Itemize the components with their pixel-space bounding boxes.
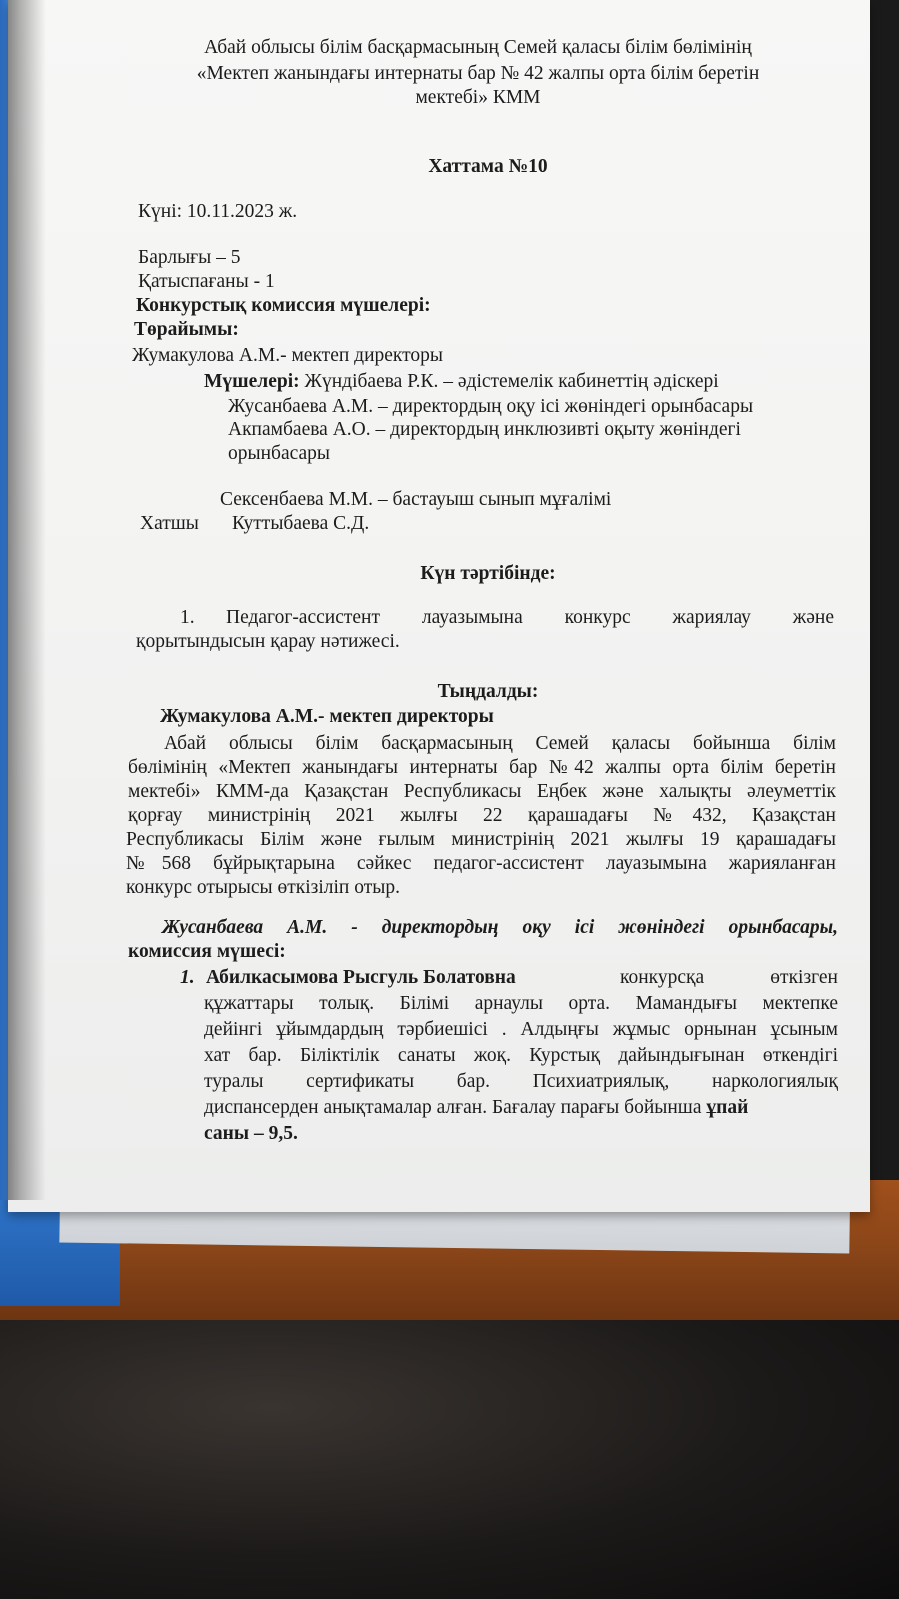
member-1-text: Жүндібаева Р.К. – әдістемелік кабинеттің әдіскері xyxy=(304,371,719,392)
header-line-1: Абай облысы білім басқармасының Семей қаласы білім бөлімінің xyxy=(204,37,752,58)
para-1-line-2: бөлімінің «Мектеп жанындағы интернаты бар №42 жалпы орта білім беретін xyxy=(128,757,836,778)
para-1-line-5: Республикасы Білім және ғылым министрінің 2021 жылғы 19 қарашадағы xyxy=(126,829,836,850)
document-title: Хаттама №10 xyxy=(428,156,548,177)
member-3-line-2: орынбасары xyxy=(228,443,331,464)
candidate-num: 1. xyxy=(180,967,195,988)
absent-count: Қатыспағаны - 1 xyxy=(138,271,275,292)
speaker-2-line-2: комиссия мүшесі: xyxy=(128,941,286,962)
chair-heading: Төрайымы: xyxy=(134,319,239,340)
secretary-label: Хатшы xyxy=(140,513,199,534)
total-count: Барлығы – 5 xyxy=(138,247,241,268)
background-shadow xyxy=(0,1280,899,1599)
members-label: Мүшелері: xyxy=(204,371,300,392)
candidate-line-6 xyxy=(204,1096,748,1120)
para-1-line-4: қорғау министрінің 2021 жылғы 22 қарашадағы №432, Қазақстан xyxy=(128,805,836,826)
agenda-line-1: Педагог-ассистент лауазымына конкурс жариялау және xyxy=(226,607,834,628)
member-2: Жусанбаева А.М. – директордың оқу ісі жөніндегі орынбасары xyxy=(228,396,754,417)
page-edge-shadow xyxy=(8,0,46,1200)
para-1-line-6: №568 бұйрықтарына сәйкес педагог-ассистент лауазымына жарияланған xyxy=(126,853,836,874)
candidate-line-4: хат бар. Біліктілік санаты жоқ. Курстық дайындығынан өткендігі xyxy=(204,1045,838,1066)
candidate-line-1: конкурсқа өткізген xyxy=(620,967,838,988)
document-page xyxy=(8,0,870,1212)
chair-person: Жумакулова А.М.- мектеп директоры xyxy=(132,345,444,366)
member-1 xyxy=(204,370,719,394)
candidate-line-2: құжаттары толық. Білімі арнаулы орта. Мамандығы мектепке xyxy=(204,993,838,1014)
agenda-num: 1. xyxy=(180,607,195,628)
speaker-1: Жумакулова А.М.- мектеп директоры xyxy=(160,706,494,727)
candidate-line-6-text: диспансерден анықтамалар алған. Бағалау парағы бойынша xyxy=(204,1097,702,1118)
member-4: Сексенбаева М.М. – бастауыш сынып мұғалімі xyxy=(220,489,612,510)
para-1-line-3: мектебі» КММ-да Қазақстан Республикасы Еңбек және халықты әлеуметтік xyxy=(128,781,836,802)
secretary-name: Куттыбаева С.Д. xyxy=(232,513,370,534)
candidate-line-3: дейінгі ұйымдардың тәрбиешісі . Алдыңғы жұмыс орнынан ұсыным xyxy=(204,1019,838,1040)
agenda-heading: Күн тәртібінде: xyxy=(420,563,556,584)
candidate-line-5: туралы сертификаты бар. Психиатриялық, наркологиялық xyxy=(204,1071,838,1092)
listened-heading: Тыңдалды: xyxy=(437,681,539,702)
member-3-line-1: Акпамбаева А.О. – директордың инклюзивті оқыту жөніндегі xyxy=(228,419,741,440)
score-value: саны – 9,5. xyxy=(204,1123,298,1144)
date-line: Күні: 10.11.2023 ж. xyxy=(138,201,298,222)
candidate-name: Абилкасымова Рысгуль Болатовна xyxy=(206,967,516,988)
header-line-3: мектебі» КММ xyxy=(415,87,541,108)
commission-heading: Конкурстық комиссия мүшелері: xyxy=(136,295,431,316)
score-label: ұпай xyxy=(706,1097,749,1118)
para-1-line-7: конкурс отырысы өткізіліп отыр. xyxy=(126,877,400,898)
para-1-line-1: Абай облысы білім басқармасының Семей қаласы бойынша білім xyxy=(164,733,836,754)
agenda-line-2: қорытындысын қарау нәтижесі. xyxy=(136,631,400,652)
speaker-2-line-1: Жусанбаева А.М. - директордың оқу ісі жөніндегі орынбасары, xyxy=(162,917,838,938)
header-line-2: «Мектеп жанындағы интернаты бар № 42 жалпы орта білім беретін xyxy=(196,63,760,84)
